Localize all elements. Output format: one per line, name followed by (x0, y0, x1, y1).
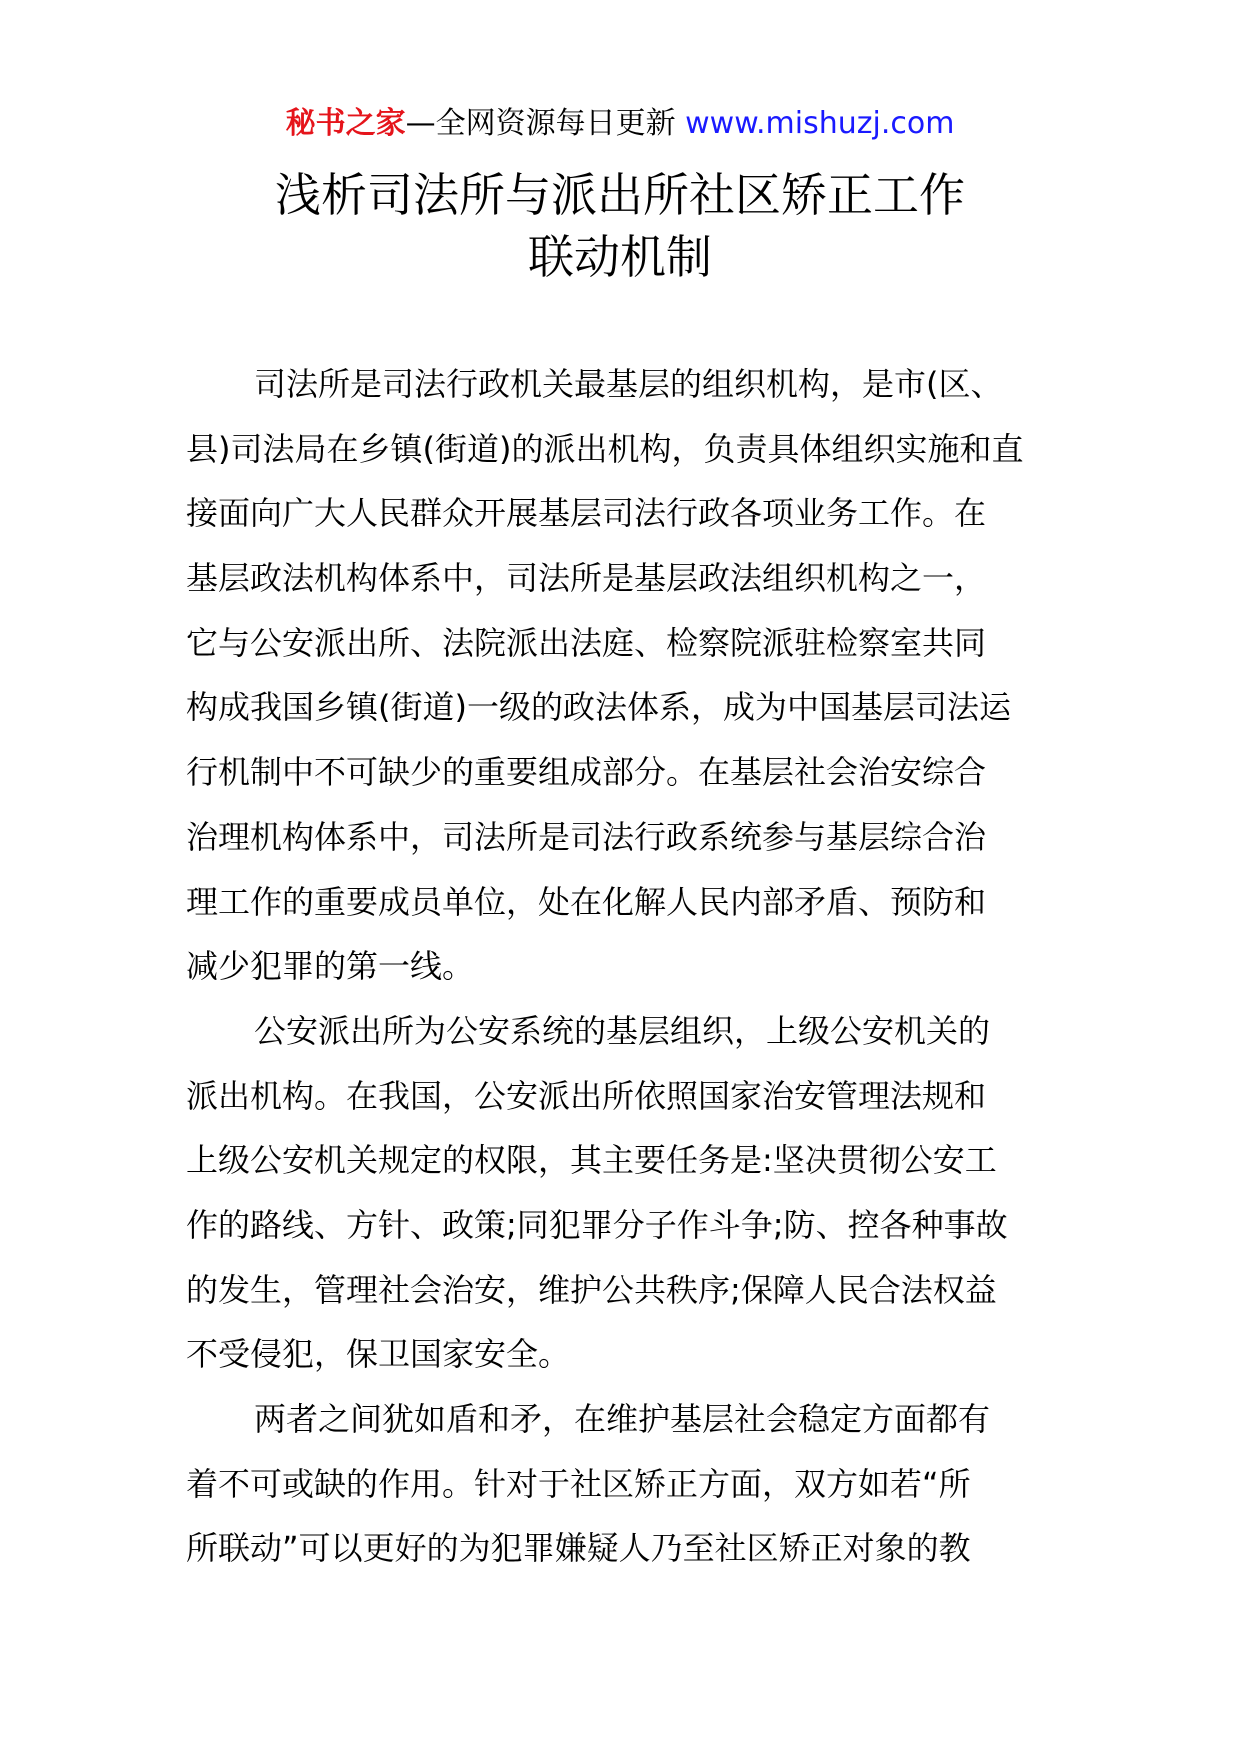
paragraph-line: 治理机构体系中，司法所是司法行政系统参与基层综合治 (186, 817, 987, 856)
article-body (186, 360, 1066, 1589)
paragraph-line: 所联动”可以更好的为犯罪嫌疑人乃至社区矫正对象的教 (186, 1529, 971, 1568)
paragraph-line: 的发生，管理社会治安，维护公共秩序;保障人民合法权益 (186, 1270, 997, 1309)
paragraph-line: 它与公安派出所、法院派出法庭、检察院派驻检察室共同 (186, 623, 987, 662)
paragraph-line: 司法所是司法行政机关最基层的组织机构，是市(区、 (254, 365, 1003, 403)
banner-tagline: —全网资源每日更新 (405, 106, 676, 141)
paragraph-line: 基层政法机构体系中，司法所是基层政法组织机构之一， (186, 559, 987, 598)
brand-name: 秘书之家 (285, 106, 406, 141)
paragraph (186, 1395, 1066, 1589)
paragraph-line: 理工作的重要成员单位，处在化解人民内部矛盾、预防和 (186, 882, 987, 921)
paragraph (186, 1007, 1066, 1395)
site-url-link[interactable]: www.mishuzj.com (685, 106, 955, 141)
paragraph-line: 减少犯罪的第一线。 (186, 947, 475, 986)
paragraph-line: 行机制中不可缺少的重要组成部分。在基层社会治安综合 (186, 753, 987, 792)
paragraph-line: 上级公安机关规定的权限，其主要任务是:坚决贯彻公安工 (186, 1141, 997, 1180)
paragraph (186, 360, 1066, 1007)
paragraph-line: 不受侵犯，保卫国家安全。 (186, 1335, 571, 1374)
paragraph-line: 构成我国乡镇(街道)一级的政法体系，成为中国基层司法运 (186, 688, 1011, 727)
paragraph-line: 两者之间犹如盾和矛，在维护基层社会稳定方面都有 (254, 1400, 991, 1438)
title-line-2: 联动机制 (528, 230, 712, 284)
paragraph-line: 公安派出所为公安系统的基层组织，上级公安机关的 (254, 1011, 991, 1050)
page-title (0, 164, 1240, 288)
paragraph-line: 派出机构。在我国，公安派出所依照国家治安管理法规和 (186, 1076, 987, 1115)
paragraph-line: 作的路线、方针、政策;同犯罪分子作斗争;防、控各种事故 (186, 1205, 1008, 1244)
site-banner (0, 104, 1240, 144)
paragraph-line: 县)司法局在乡镇(街道)的派出机构，负责具体组织实施和直 (186, 429, 1024, 468)
paragraph-line: 接面向广大人民群众开展基层司法行政各项业务工作。在 (186, 494, 987, 533)
paragraph-line: 着不可或缺的作用。针对于社区矫正方面，双方如若“所 (186, 1464, 971, 1503)
title-line-1: 浅析司法所与派出所社区矫正工作 (275, 168, 965, 222)
